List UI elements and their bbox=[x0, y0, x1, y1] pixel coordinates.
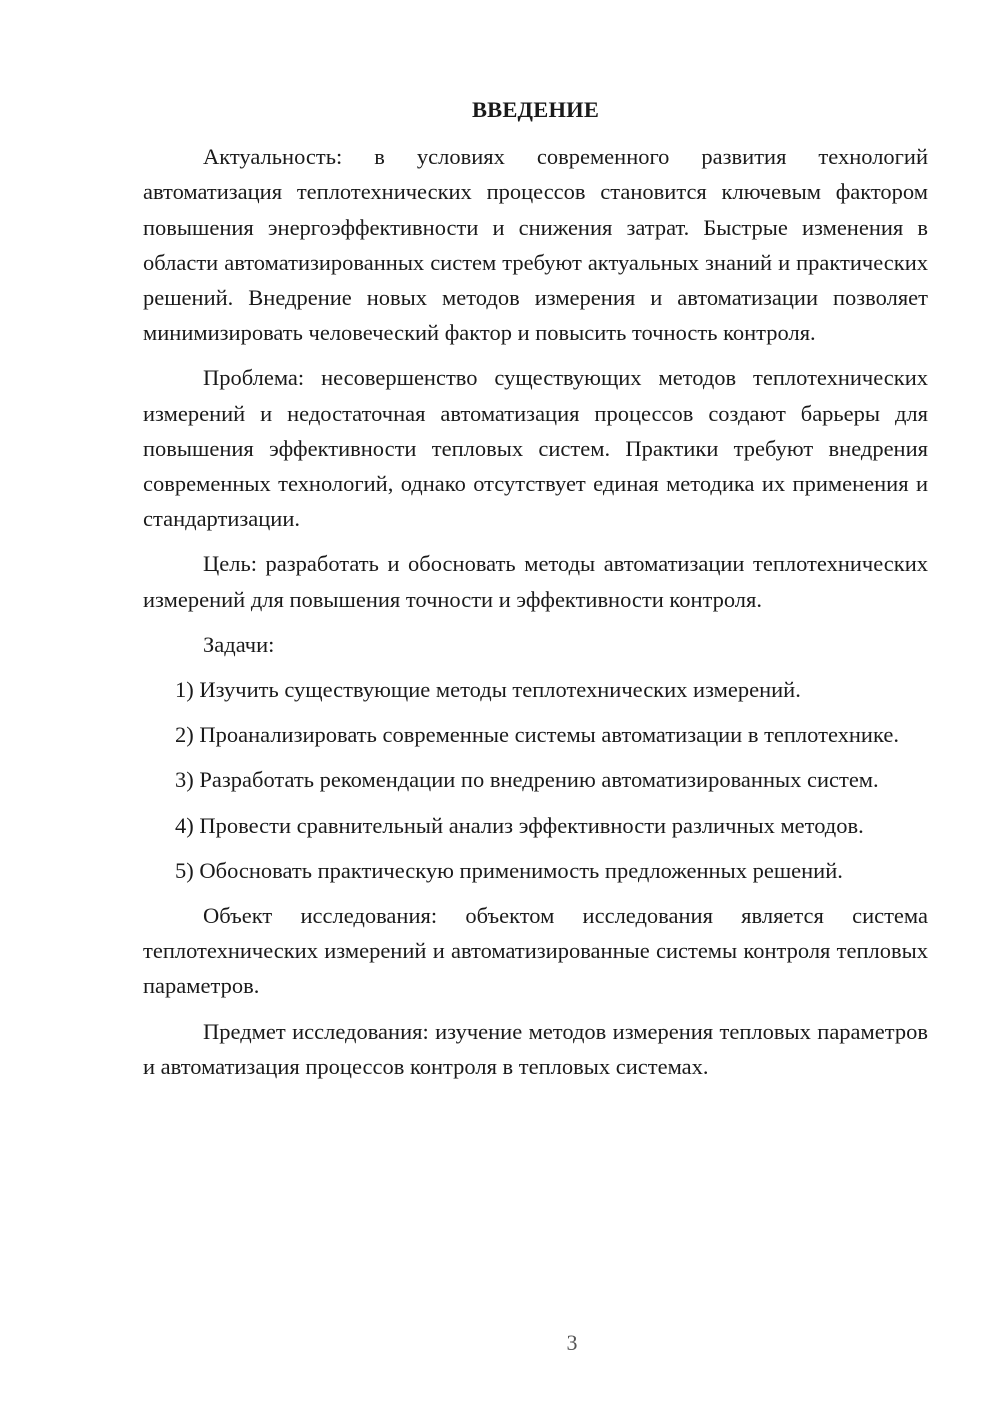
document-body bbox=[143, 92, 928, 1094]
paragraph-relevance: Актуальность: в условиях современного развития технологий автоматизация теплотехнических процессов становится ключевым фактором повышения энергоэффективности и снижения затрат. Быстрые изменения в области автоматизированных систем требуют актуальных знаний и практических решений. Внедрение новых методов измерения и автоматизации позволяет минимизировать человеческий фактор и повысить точность контроля. bbox=[143, 144, 928, 346]
task-item-1: 1) Изучить существующие методы теплотехнических измерений. bbox=[175, 677, 801, 703]
task-item-4: 4) Провести сравнительный анализ эффективности различных методов. bbox=[175, 812, 864, 838]
page-number: 3 bbox=[566, 1330, 578, 1355]
task-item-2: 2) Проанализировать современные системы автоматизации в теплотехнике. bbox=[175, 722, 899, 748]
task-item-5: 5) Обосновать практическую применимость предложенных решений. bbox=[175, 857, 843, 883]
section-heading: ВВЕДЕНИЕ bbox=[471, 97, 600, 122]
paragraph-research-object: Объект исследования: объектом исследования является система теплотехнических измерений и автоматизированные системы контроля тепловых параметров. bbox=[143, 903, 928, 999]
paragraph-research-subject: Предмет исследования: изучение методов измерения тепловых параметров и автоматизация процессов контроля в тепловых системах. bbox=[143, 1018, 928, 1079]
paragraph-problem: Проблема: несовершенство существующих методов теплотехнических измерений и недостаточная автоматизация процессов создают барьеры для повышения эффективности тепловых систем. Практики требуют внедрения современных технологий, однако отсутствует единая методика их применения и стандартизации. bbox=[143, 365, 928, 532]
paragraph-goal: Цель: разработать и обосновать методы автоматизации теплотехнических измерений для повышения точности и эффективности контроля. bbox=[143, 551, 928, 612]
task-item-3: 3) Разработать рекомендации по внедрению автоматизированных систем. bbox=[175, 767, 879, 793]
tasks-label: Задачи: bbox=[203, 631, 275, 657]
